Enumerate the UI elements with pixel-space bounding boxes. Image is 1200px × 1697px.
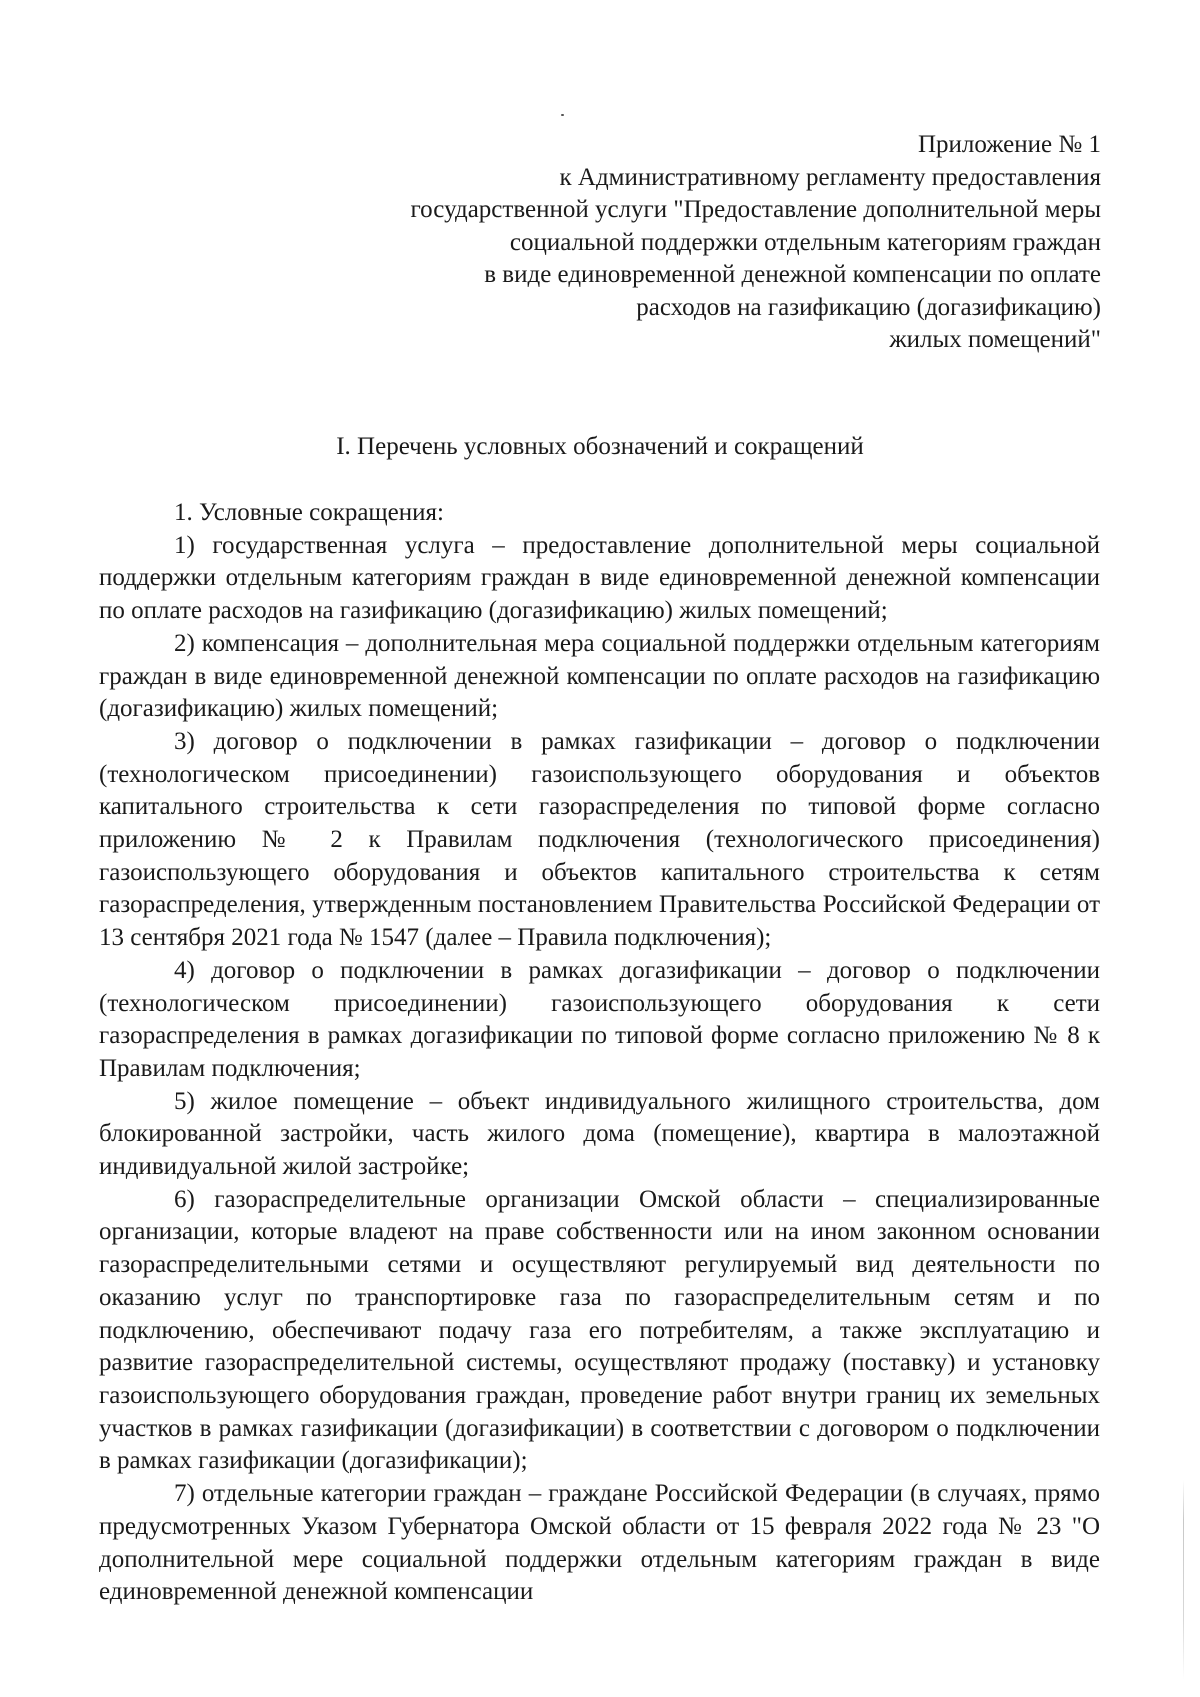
list-item: 7) отдельные категории граждан – граждане Российской Федерации (в случаях, прямо предусмотренных Указом Губернатора Омской области от 15 февраля 2022 года № 23 "О дополнительной мере социальной поддержки отдельным категориям граждан в виде единовременной денежной компенсации — [99, 1480, 1100, 1606]
list-item: 1) государственная услуга – предоставление дополнительной меры социальной поддержки отдельным категориям граждан в виде единовременной денежной компенсации по оплате расходов на газификацию (догазификацию) жилых помещений; — [99, 531, 1100, 625]
scan-edge-shadow — [1183, 1480, 1184, 1680]
appendix-header — [201, 129, 1101, 357]
appendix-header-line: жилых помещений" — [889, 326, 1101, 353]
list-item: 5) жилое помещение – объект индивидуального жилищного строительства, дом блокированной застройки, часть жилого дома (помещение), квартира в малоэтажной индивидуальной жилой застройке; — [99, 1087, 1100, 1181]
appendix-header-line: расходов на газификацию (догазификацию) — [636, 293, 1101, 321]
section-title: I. Перечень условных обозначений и сокращений — [336, 433, 864, 460]
subsection-heading: 1. Условные сокращения: — [174, 499, 444, 526]
document-body — [99, 497, 1100, 1609]
scan-speck — [561, 114, 564, 116]
appendix-header-line: социальной поддержки отдельным категориям граждан — [509, 228, 1101, 256]
appendix-number: Приложение № 1 — [917, 131, 1101, 158]
appendix-header-line: государственной услуги "Предоставление дополнительной меры — [410, 196, 1101, 223]
appendix-header-line: к Административному регламенту предоставления — [559, 163, 1101, 191]
list-item: 4) договор о подключении в рамках догазификации – договор о подключении (технологическом присоединении) газоиспользующего оборудования к сети газораспределения в рамках догазификации по типовой форме согласно приложению № 8 к Правилам подключения; — [99, 956, 1100, 1082]
list-item: 3) договор о подключении в рамках газификации – договор о подключении (технологическом присоединении) газоиспользующего оборудования и объектов капитального строительства к сети газораспределения по типовой форме согласно приложению № 2 к Правилам подключения (технологического присоединения) газоиспользующего оборудования и объектов капитального строительства к сетям газораспределения, утвержденным постановлением Правительства Российской Федерации от 13 сентября 2021 года № 1547 (далее – Правила подключения); — [99, 727, 1100, 952]
list-item: 6) газораспределительные организации Омской области – специализированные организации, которые владеют на праве собственности или на ином законном основании газораспределительными сетями и осуществляют регулируемый вид деятельности по оказанию услуг по транспортировке газа по газораспределительным сетям и по подключению, обеспечивают подачу газа его потребителям, а также эксплуатацию и развитие газораспределительной системы, осуществляют продажу (поставку) и установку газоиспользующего оборудования граждан, проведение работ внутри границ их земельных участков в рамках газификации (догазификации) в соответствии с договором о подключении в рамках газификации (догазификации); — [99, 1185, 1100, 1475]
appendix-header-line: в виде единовременной денежной компенсации по оплате — [484, 261, 1101, 288]
list-item: 2) компенсация – дополнительная мера социальной поддержки отдельным категориям граждан в виде единовременной денежной компенсации по оплате расходов на газификацию (догазификацию) жилых помещений; — [99, 629, 1100, 723]
